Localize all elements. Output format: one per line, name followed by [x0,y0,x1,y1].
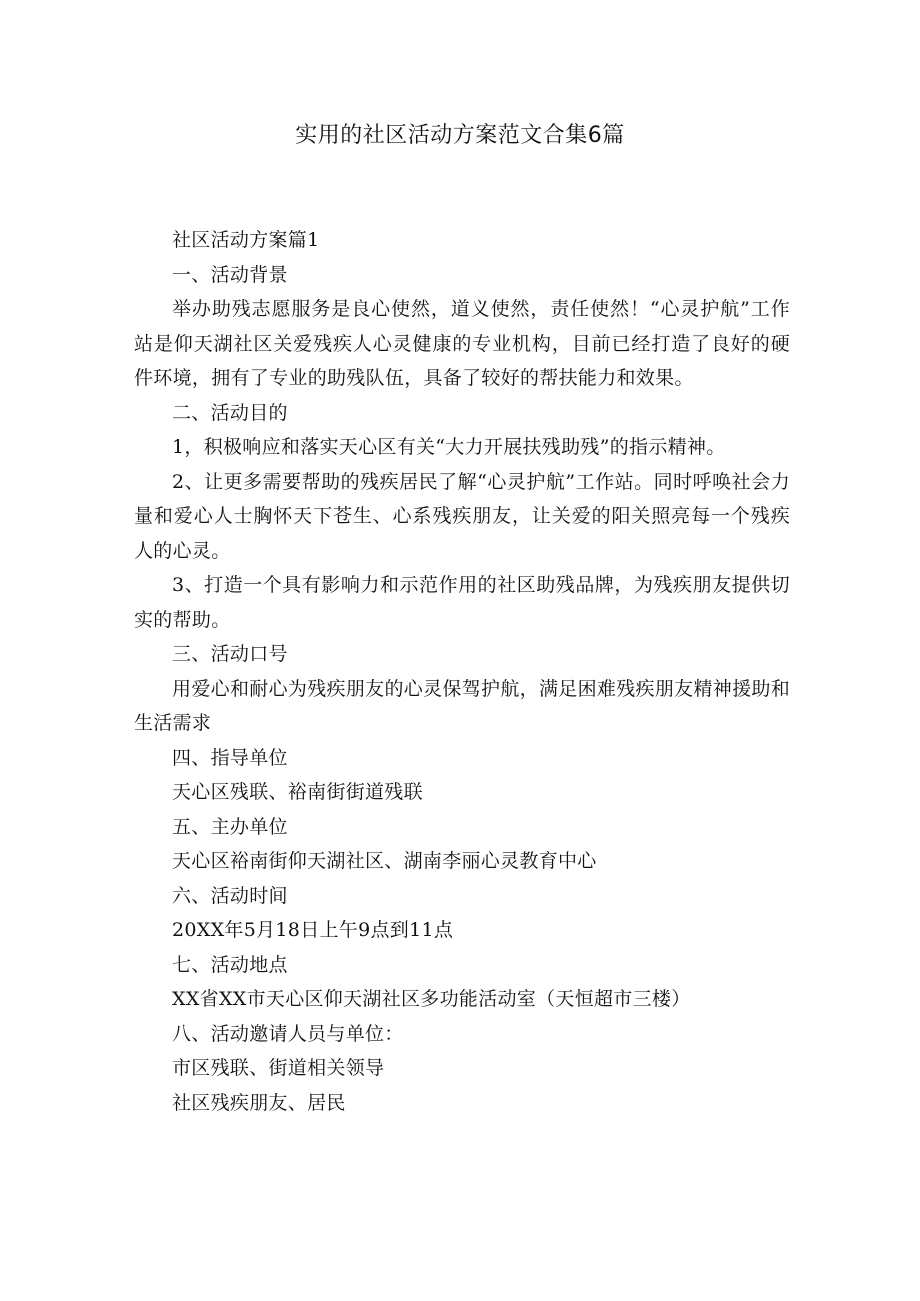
section-heading: 五、主办单位 [172,815,288,838]
section-heading: 社区活动方案篇1 [172,229,320,251]
section-heading: 八、活动邀请人员与单位： [172,1022,404,1045]
section-heading: 六、活动时间 [172,884,288,907]
section-heading: 七、活动地点 [172,953,288,976]
section-heading: 一、活动背景 [172,263,288,286]
body-paragraph: 社区残疾朋友、居民 [172,1091,346,1114]
section-heading: 二、活动目的 [172,401,288,424]
body-paragraph: 举办助残志愿服务是良心使然，道义使然，责任使然！“心灵护航”工作站是仰天湖社区关爱残疾人心灵健康的专业机构，目前已经打造了良好的硬件环境，拥有了专业的助残队伍，具备了较好的帮扶能力和效果。 [134,298,790,389]
body-paragraph: 用爱心和耐心为残疾朋友的心灵保驾护航，满足困难残疾朋友精神援助和生活需求 [134,677,790,734]
body-paragraph: 市区残联、街道相关领导 [172,1057,385,1079]
body-paragraph: 天心区裕南街仰天湖社区、湖南李丽心灵教育中心 [172,850,597,872]
body-paragraph: 天心区残联、裕南街街道残联 [172,781,423,803]
document-body [134,223,790,1120]
section-heading: 四、指导单位 [172,746,288,769]
list-item: 1，积极响应和落实天心区有关“大力开展扶残助残”的指示精神。 [172,436,726,458]
document-title: 实用的社区活动方案范文合集6篇 [295,123,625,148]
section-heading: 三、活动口号 [172,643,288,665]
list-item: 3、打造一个具有影响力和示范作用的社区助残品牌，为残疾朋友提供切实的帮助。 [134,574,790,631]
list-item: 2、让更多需要帮助的残疾居民了解“心灵护航”工作站。同时呼唤社会力量和爱心人士胸怀天下苍生、心系残疾朋友，让关爱的阳关照亮每一个残疾人的心灵。 [134,470,790,562]
body-paragraph: XX省XX市天心区仰天湖社区多功能活动室（天恒超市三楼） [172,988,691,1010]
body-paragraph: 20XX年5月18日上午9点到11点 [172,919,454,941]
